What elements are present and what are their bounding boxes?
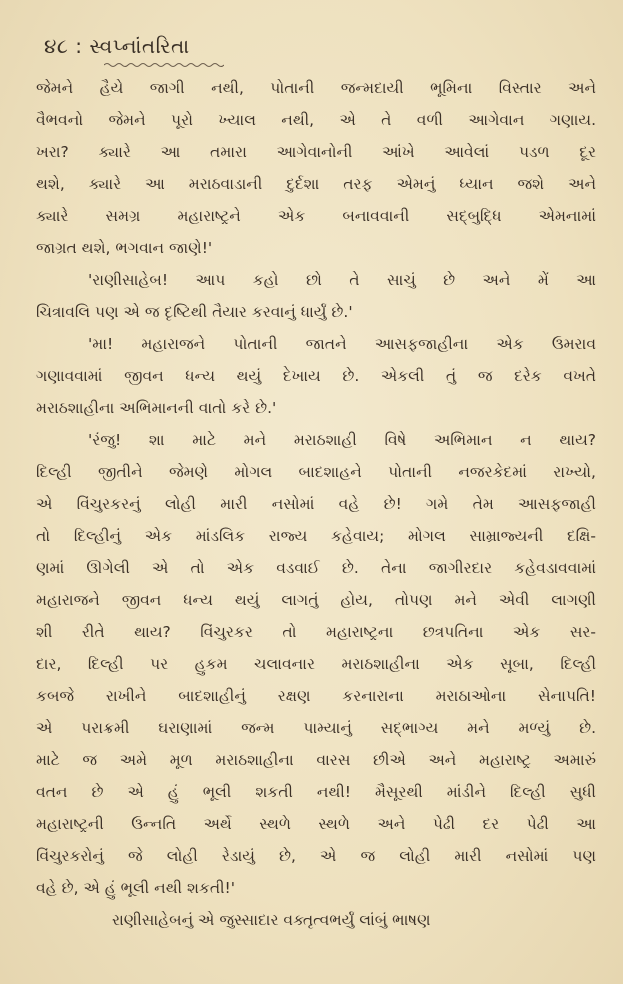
text-line: મહારાજને જીવન ધન્ય થયું લાગતું હોય, તોપણ મને એવી લાગણી — [36, 591, 596, 609]
text-line: રાણીસાહેબનું એ જુસ્સાદાર વક્તૃત્વભર્યું લાંબું ભાષણ — [112, 911, 431, 929]
text-line: થશે, ક્યારે આ મરાઠવાડાની દુર્દશા તરફ એમનું ધ્યાન જશે અને — [36, 175, 596, 193]
body-text — [36, 72, 596, 936]
text-line: જાગ્રત થશે, ભગવાન જાણે!' — [36, 239, 213, 257]
text-line: મહારાષ્ટ્રની ઉન્નતિ અર્થે સ્થળે સ્થળે અને પેઢી દર પેઢી આ — [36, 815, 596, 833]
text-line: વહે છે, એ હું ભૂલી નથી શકતી!' — [36, 879, 236, 897]
text-line: ણમાં ઊગેલી એ તો એક વડવાઈ છે. તેના જાગીરદાર કહેવડાવવામાં — [36, 559, 596, 577]
page-number: ૪૮ — [44, 34, 69, 58]
text-line: 'રંજુ! શા માટે મને મરાઠશાહી વિષે અભિમાન ન થાય? — [88, 431, 596, 449]
text-line: 'મા! મહારાજને પોતાની જાતને આસફજાહીના એક ઉમરાવ — [88, 335, 596, 353]
text-line: ચિત્રાવલિ પણ એ જ દૃષ્ટિથી તૈયાર કરવાનું ધાર્યું છે.' — [36, 303, 353, 321]
text-line: માટે જ અમે મૂળ મરાઠશાહીના વારસ છીએ અને મહારાષ્ટ્ર અમારું — [36, 751, 596, 769]
text-line: એ પરાક્રમી ઘરાણામાં જન્મ પામ્યાનું સદ્ભાગ્ય મને મળ્યું છે. — [36, 719, 596, 737]
text-line: ક્યારે સમગ્ર મહારાષ્ટ્રને એક બનાવવાની સદ્બુદ્ધિ એમનામાં — [36, 207, 596, 225]
text-line: ગણાવવામાં જીવન ધન્ય થયું દેખાય છે. એકલી તું જ દરેક વખતે — [36, 367, 596, 385]
running-header — [44, 34, 190, 58]
text-line: દિલ્હી જીતીને જેમણે મોગલ બાદશાહને પોતાની નજરકેદમાં રાખ્યો, — [36, 463, 596, 481]
text-line: મરાઠશાહીના અભિમાનની વાતો કરે છે.' — [36, 399, 277, 417]
header-wavy-underline — [104, 62, 224, 68]
header-separator: : — [75, 34, 83, 58]
text-line: એ વિંચુરકરનું લોહી મારી નસોમાં વહે છે! ગમે તેમ આસફજાહી — [36, 495, 596, 513]
text-line: ખરા? ક્યારે આ તમારા આગેવાનોની આંખે આવેલાં પડળ દૂર — [36, 143, 596, 161]
text-line: વિંચુરકરોનું જે લોહી રેડાયું છે, એ જ લોહી મારી નસોમાં પણ — [36, 847, 596, 865]
text-line: વતન છે એ હું ભૂલી શકતી નથી! મૈસૂરથી માંડીને દિલ્હી સુધી — [36, 783, 596, 801]
text-line: જેમને હૈયે જાગી નથી, પોતાની જન્મદાયી ભૂમિના વિસ્તાર અને — [36, 79, 596, 97]
text-line: શી રીતે થાય? વિંચુરકર તો મહારાષ્ટ્રના છત્રપતિના એક સર- — [36, 623, 596, 641]
text-line: કબજે રાખીને બાદશાહીનું રક્ષણ કરનારાના મરાઠાઓના સેનાપતિ! — [36, 687, 596, 705]
text-line: તો દિલ્હીનું એક માંડલિક રાજ્ય કહેવાય; મોગલ સામ્રાજ્યની દક્ષિ- — [36, 527, 596, 545]
text-line: 'રાણીસાહેબ! આપ કહો છો તે સાચું છે અને મેં આ — [88, 271, 596, 289]
text-line: દાર, દિલ્હી પર હુકમ ચલાવનાર મરાઠશાહીના એક સૂબા, દિલ્હી — [36, 655, 596, 673]
text-line: વૈભવનો જેમને પૂરો ખ્યાલ નથી, એ તે વળી આગેવાન ગણાય. — [36, 111, 596, 129]
book-title: સ્વપ્નાંતરિતા — [89, 34, 190, 58]
